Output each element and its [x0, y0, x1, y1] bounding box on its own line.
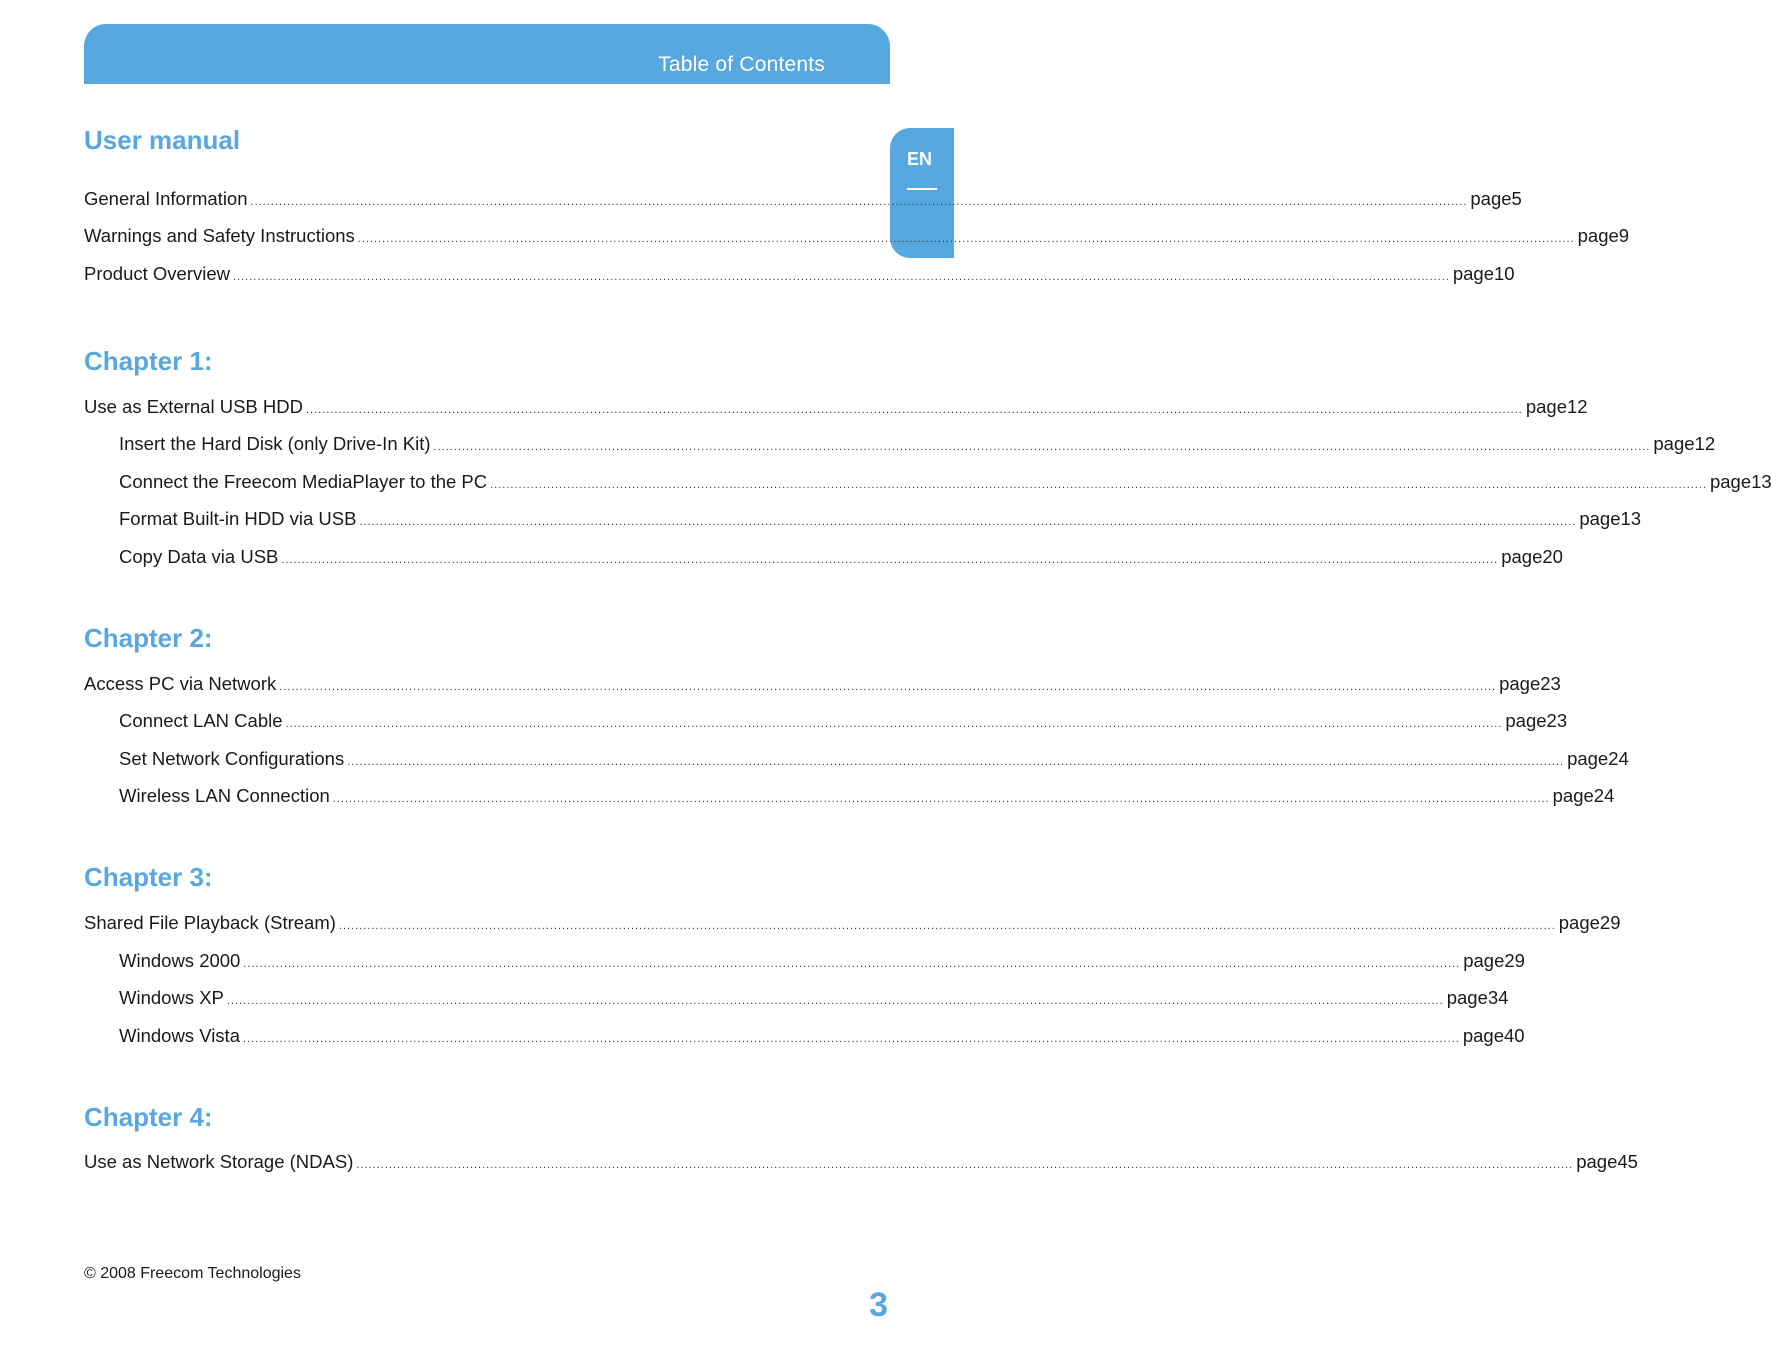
section-heading-chapter-1: Chapter 1: [84, 346, 213, 376]
toc-page-number: 9 [1618, 225, 1630, 246]
toc-page-number: 29 [1504, 950, 1525, 971]
toc-page-number: 5 [1511, 188, 1522, 209]
toc-entry-title: Connect the Freecom MediaPlayer to the PC [119, 471, 488, 492]
toc-page-label: page [1446, 987, 1488, 1008]
dot-leader: ............................................................................................................................................................................................................................................................................................................ [347, 756, 1565, 768]
toc-page-label: page [1653, 433, 1695, 454]
header-title: Table of Contents [658, 53, 825, 76]
toc-entry[interactable] [84, 394, 1588, 420]
toc-page-number: 12 [1694, 433, 1716, 454]
toc-entry-title: General Information [84, 188, 248, 209]
toc-entry-title: Windows XP [119, 987, 224, 1008]
toc-page-number: 29 [1599, 912, 1621, 933]
toc-entry-title: Windows Vista [119, 1025, 240, 1046]
toc-page-number: 45 [1617, 1151, 1638, 1172]
dot-leader: ............................................................................................................................................................................................................................................................................................................ [490, 479, 1707, 491]
toc-entry[interactable] [84, 186, 1522, 212]
dot-leader: ............................................................................................................................................................................................................................................................................................................ [279, 681, 1497, 693]
dot-leader: ............................................................................................................................................................................................................................................................................................................ [338, 920, 1556, 932]
toc-subentry[interactable] [119, 506, 1642, 532]
toc-page-number: 20 [1542, 546, 1563, 567]
toc-subentry[interactable] [119, 746, 1629, 772]
toc-entry[interactable] [84, 910, 1621, 936]
dot-leader: ............................................................................................................................................................................................................................................................................................................ [433, 441, 1651, 453]
dot-leader: ............................................................................................................................................................................................................................................................................................................ [357, 233, 1575, 245]
toc-page-label: page [1577, 225, 1619, 246]
dot-leader: ............................................................................................................................................................................................................................................................................................................ [226, 995, 1444, 1007]
toc-page-number: 23 [1540, 673, 1561, 694]
dot-leader: ............................................................................................................................................................................................................................................................................................................ [332, 793, 1550, 805]
page-number: 3 [869, 1286, 888, 1324]
toc-entry-title: Windows 2000 [119, 950, 241, 971]
toc-page-label: page [1505, 710, 1547, 731]
toc-entry-title: Copy Data via USB [119, 546, 279, 567]
toc-page-number: 24 [1593, 785, 1615, 806]
toc-page-label: page [1579, 508, 1621, 529]
dot-leader: ............................................................................................................................................................................................................................................................................................................ [359, 516, 1577, 528]
toc-entry-title: Use as External USB HDD [84, 396, 303, 417]
toc-page-number: 23 [1546, 710, 1568, 731]
toc-entry-title: Connect LAN Cable [119, 710, 283, 731]
language-tab-label: EN [907, 149, 933, 169]
toc-page-label: page [1501, 546, 1543, 567]
toc-page-label: page [1452, 263, 1495, 284]
dot-leader: ............................................................................................................................................................................................................................................................................................................ [243, 958, 1461, 970]
toc-entry-title: Format Built-in HDD via USB [119, 508, 357, 529]
toc-entry-title: Use as Network Storage (NDAS) [84, 1151, 354, 1172]
section-heading-chapter-3: Chapter 3: [84, 862, 213, 892]
toc-subentry[interactable] [119, 544, 1563, 570]
toc-page-label: page [1567, 748, 1609, 769]
toc-page-number: 24 [1608, 748, 1629, 769]
dot-leader: ............................................................................................................................................................................................................................................................................................................ [281, 554, 1499, 566]
toc-page-number: 12 [1567, 396, 1588, 417]
toc-entry-title: Shared File Playback (Stream) [84, 912, 336, 933]
dot-leader: ............................................................................................................................................................................................................................................................................................................ [242, 1033, 1460, 1045]
toc-subentry[interactable] [119, 948, 1525, 974]
toc-entry-title: Wireless LAN Connection [119, 785, 330, 806]
toc-subentry[interactable] [119, 469, 1772, 495]
toc-entry[interactable] [84, 223, 1630, 249]
dot-leader: ............................................................................................................................................................................................................................................................................................................ [250, 196, 1468, 208]
toc-page-label: page [1463, 950, 1505, 971]
toc-page-label: page [1576, 1151, 1618, 1172]
toc-page-label: page [1525, 396, 1567, 417]
toc-page-number: 13 [1751, 471, 1772, 492]
toc-page-number: 34 [1487, 987, 1509, 1008]
toc-entry-title: Product Overview [84, 263, 230, 284]
toc-page-label: page [1709, 471, 1752, 492]
toc-entry-title: Insert the Hard Disk (only Drive-In Kit) [119, 433, 431, 454]
toc-entry[interactable] [84, 671, 1561, 697]
toc-subentry[interactable] [119, 431, 1716, 457]
toc-page-label: page [1552, 785, 1594, 806]
toc-entry-title: Access PC via Network [84, 673, 277, 694]
section-heading-user-manual: User manual [84, 125, 241, 155]
section-heading-chapter-4: Chapter 4: [84, 1102, 213, 1132]
toc-subentry[interactable] [119, 783, 1615, 809]
dot-leader: ............................................................................................................................................................................................................................................................................................................ [356, 1159, 1574, 1171]
toc-page-number: 10 [1494, 263, 1515, 284]
toc-entry[interactable] [84, 1149, 1638, 1175]
toc-page-number: 13 [1620, 508, 1642, 529]
header-bar [84, 24, 890, 84]
toc-page-label: page [1558, 912, 1600, 933]
toc-subentry[interactable] [119, 985, 1509, 1011]
dot-leader: ............................................................................................................................................................................................................................................................................................................ [233, 271, 1450, 283]
section-heading-chapter-2: Chapter 2: [84, 623, 213, 653]
toc-entry-title: Warnings and Safety Instructions [84, 225, 355, 246]
toc-page-label: page [1499, 673, 1541, 694]
toc-page-label: page [1462, 1025, 1504, 1046]
footer-copyright: © 2008 Freecom Technologies [84, 1265, 301, 1282]
dot-leader: ............................................................................................................................................................................................................................................................................................................ [305, 404, 1523, 416]
toc-page-number: 40 [1504, 1025, 1525, 1046]
dot-leader: ............................................................................................................................................................................................................................................................................................................ [285, 718, 1503, 730]
toc-subentry[interactable] [119, 1023, 1525, 1049]
toc-subentry[interactable] [119, 708, 1568, 734]
toc-page-label: page [1470, 188, 1512, 209]
toc-entry[interactable] [84, 261, 1515, 287]
toc-entry-title: Set Network Configurations [119, 748, 345, 769]
